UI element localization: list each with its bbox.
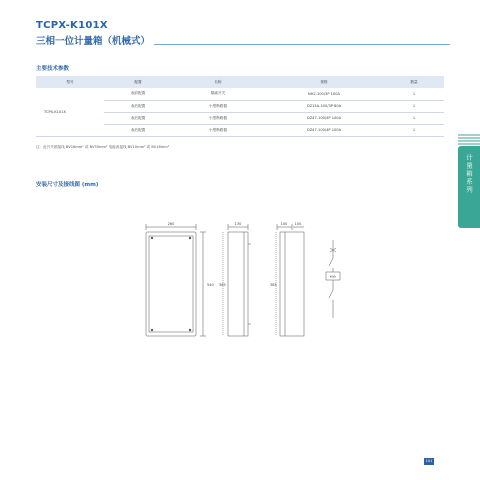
dim-depth-height-label: 385	[219, 283, 226, 287]
spec-table	[36, 76, 444, 137]
title-divider	[154, 44, 450, 45]
table-cell-config: 表前配置	[104, 88, 172, 100]
column-header-name: 名称	[172, 76, 264, 88]
table-cell-name: 小型断路器	[172, 100, 264, 112]
column-header-spec: 规格	[264, 76, 384, 88]
table-cell-config: 表后配置	[104, 112, 172, 124]
dim-depth-label: 130	[234, 222, 242, 226]
table-cell-spec: DZ47-100/4P 100A	[264, 124, 384, 136]
page-number: 101	[425, 459, 433, 463]
table-cell-qty: 1	[384, 124, 444, 136]
table-cell-spec: DZ15A-100/3P 80A	[264, 100, 384, 112]
table-cell-qty: 1	[384, 112, 444, 124]
table-note: 注：此开关箱接线 BV16mm² 或 BV35mm² 电能表接线 BV10mm² 或 BV16mm²	[36, 145, 170, 149]
side-tab-label: 计量箱系列	[465, 154, 473, 194]
side-tab	[458, 146, 480, 228]
dim-width-label: 260	[167, 222, 175, 226]
column-header-config: 配置	[104, 76, 172, 88]
table-cell-name: 小型断路器	[172, 112, 264, 124]
dimension-drawing	[130, 214, 370, 354]
dim-side-height-label: 385	[270, 283, 277, 287]
table-header-row	[36, 76, 444, 88]
table-cell-qty: 1	[384, 100, 444, 112]
dim-height-label: 540	[207, 283, 214, 287]
side-tab-stripes	[458, 133, 480, 146]
table-cell-name: 隔离开关	[172, 88, 264, 100]
page-title-name: 三相一位计量箱（机械式）	[36, 36, 151, 47]
table-cell-spec: DZ47-100/4P 100A	[264, 112, 384, 124]
section-heading-install-dims: 安装尺寸及接线图 (mm)	[36, 182, 99, 188]
table-cell-config: 表后配置	[104, 124, 172, 136]
table-cell-qty: 1	[384, 88, 444, 100]
column-header-qty: 数量	[384, 76, 444, 88]
dim-side-label: 100	[280, 222, 288, 226]
kwh-meter-label: kWh	[329, 274, 337, 279]
front-view	[146, 224, 206, 336]
table-cell-config: 表后配置	[104, 100, 172, 112]
column-header-model: 型号	[36, 76, 104, 88]
section-heading-tech-params: 主要技术参数	[36, 66, 70, 72]
model-cell: TCPX-K101X	[36, 88, 104, 136]
side-view-2	[276, 224, 304, 336]
wiring-diagram	[326, 240, 340, 318]
dim-side-label-2: 100	[294, 222, 302, 226]
page-title-model: TCPX-K101X	[36, 20, 108, 31]
side-view	[223, 224, 251, 336]
table-cell-spec: NH2-100/3P 100A	[264, 88, 384, 100]
table-row	[36, 88, 444, 100]
table-cell-name: 小型断路器	[172, 124, 264, 136]
